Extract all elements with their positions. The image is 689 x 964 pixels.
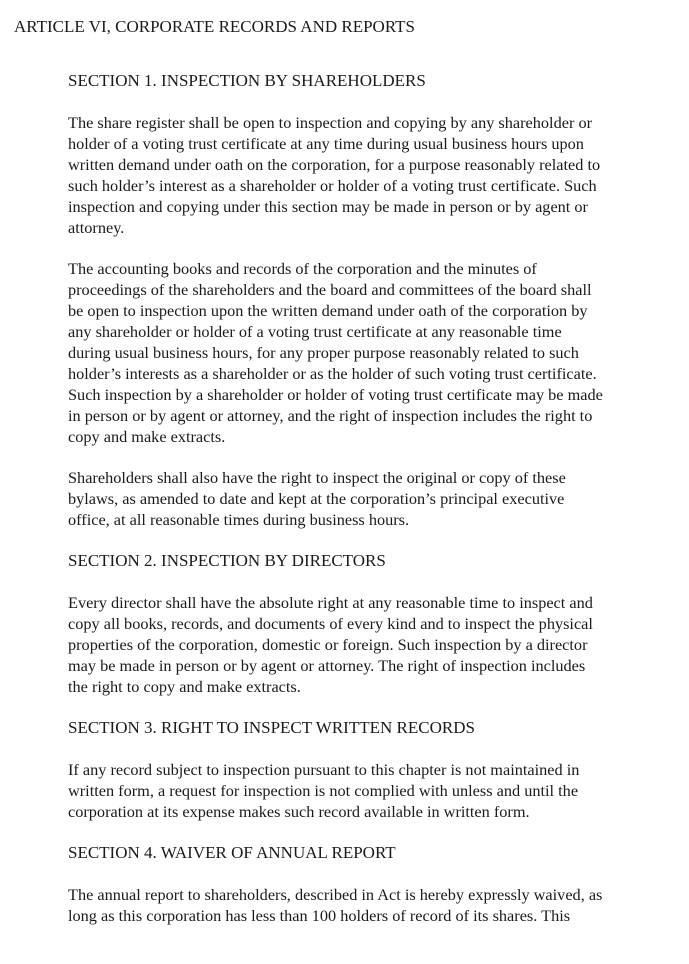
document-body: [68, 70, 680, 946]
text-line: proceedings of the shareholders and the board and committees of the board shall: [68, 280, 592, 299]
text-line: The annual report to shareholders, described in Act is hereby expressly waived, as: [68, 885, 603, 904]
section-1-heading: SECTION 1. INSPECTION BY SHAREHOLDERS: [68, 71, 426, 90]
section-2-heading: SECTION 2. INSPECTION BY DIRECTORS: [68, 551, 386, 570]
text-line: The accounting books and records of the corporation and the minutes of: [68, 259, 537, 278]
text-line: office, at all reasonable times during business hours.: [68, 510, 410, 529]
text-line: written demand under oath on the corporation, for a purpose reasonably related to: [68, 155, 601, 174]
text-line: Such inspection by a shareholder or holder of voting trust certificate may be made: [68, 385, 603, 404]
section-4-heading: SECTION 4. WAIVER OF ANNUAL REPORT: [68, 843, 396, 862]
text-line: in person or by agent or attorney, and the right of inspection includes the right to: [68, 406, 593, 425]
text-line: copy all books, records, and documents of every kind and to inspect the physical: [68, 614, 593, 633]
text-line: such holder’s interest as a shareholder or holder of a voting trust certificate. Such: [68, 176, 597, 195]
section-3-paragraph-1: [68, 759, 680, 822]
text-line: long as this corporation has less than 100 holders of record of its shares. This: [68, 906, 571, 925]
section-1-paragraph-3: [68, 467, 680, 530]
text-line: attorney.: [68, 218, 125, 237]
text-line: The share register shall be open to inspection and copying by any shareholder or: [68, 113, 593, 132]
text-line: inspection and copying under this section may be made in person or by agent or: [68, 197, 588, 216]
text-line: any shareholder or holder of a voting trust certificate at any reasonable time: [68, 322, 562, 341]
text-line: may be made in person or by agent or attorney. The right of inspection includes: [68, 656, 586, 675]
section-2-paragraph-1: [68, 592, 680, 697]
text-line: during usual business hours, for any proper purpose reasonably related to such: [68, 343, 579, 362]
text-line: Shareholders shall also have the right to inspect the original or copy of these: [68, 468, 566, 487]
text-line: be open to inspection upon the written demand under oath of the corporation by: [68, 301, 588, 320]
section-1-paragraph-1: [68, 112, 680, 238]
text-line: written form, a request for inspection is not complied with unless and until the: [68, 781, 579, 800]
article-title: ARTICLE VI, CORPORATE RECORDS AND REPORTS: [14, 17, 415, 36]
text-line: corporation at its expense makes such record available in written form.: [68, 802, 530, 821]
section-3-heading: SECTION 3. RIGHT TO INSPECT WRITTEN RECORDS: [68, 718, 475, 737]
section-4-paragraph-1: [68, 884, 680, 926]
text-line: If any record subject to inspection pursuant to this chapter is not maintained in: [68, 760, 580, 779]
text-line: the right to copy and make extracts.: [68, 677, 301, 696]
text-line: holder of a voting trust certificate at any time during usual business hours upon: [68, 134, 584, 153]
text-line: copy and make extracts.: [68, 427, 226, 446]
text-line: holder’s interests as a shareholder or as the holder of such voting trust certificate.: [68, 364, 597, 383]
section-1-paragraph-2: [68, 258, 680, 447]
text-line: properties of the corporation, domestic or foreign. Such inspection by a director: [68, 635, 588, 654]
text-line: Every director shall have the absolute right at any reasonable time to inspect and: [68, 593, 593, 612]
text-line: bylaws, as amended to date and kept at the corporation’s principal executive: [68, 489, 565, 508]
